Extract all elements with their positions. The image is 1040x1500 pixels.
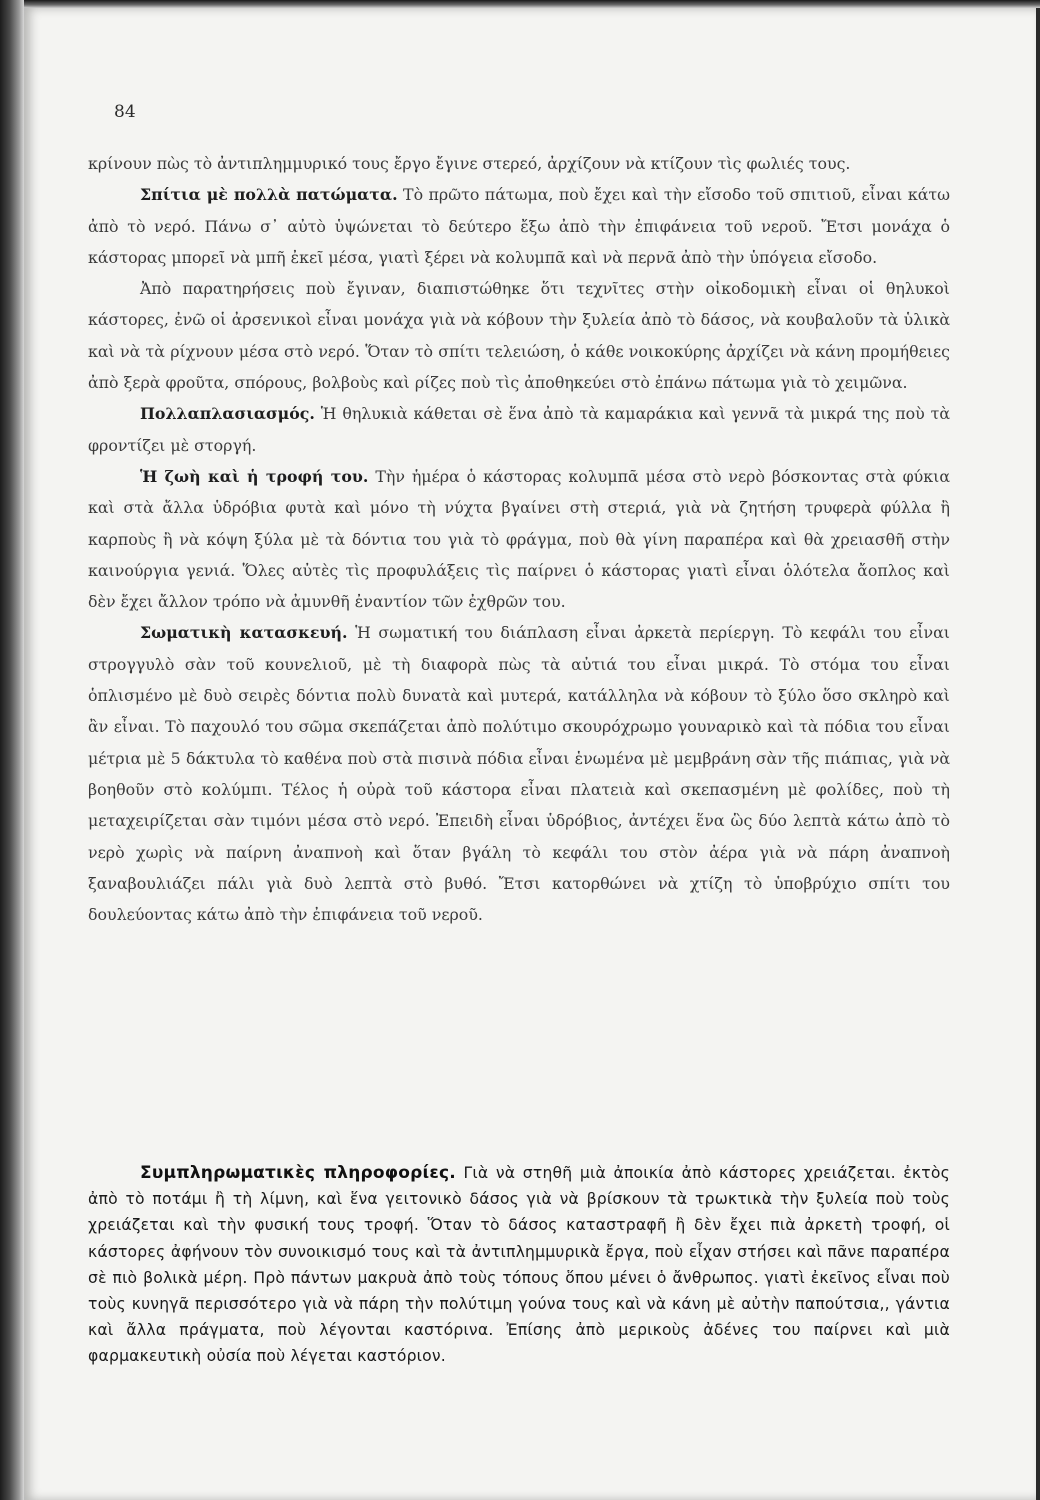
- paragraph-reproduction: [88, 398, 950, 461]
- paragraph-houses: [88, 179, 950, 273]
- paragraph-observations: [88, 273, 950, 398]
- scan-edge-top: [0, 0, 1040, 8]
- section-heading: Συμπληρωματικὲς πληροφορίες.: [140, 1163, 456, 1183]
- section-heading: Σωματικὴ κατασκευή.: [140, 623, 348, 643]
- paragraph-text: Τὴν ἡμέρα ὁ κάστορας κολυμπᾶ μέσα στὸ νερὸ βόσκοντας στὰ φύκια καὶ στὰ ἄλλα ὑδρόβια φυτὰ καὶ μόνο τὴ νύχτα βγαίνει στὴ στεριά, γιὰ νὰ ζητήση τρυφερὰ φύλλα ἢ καρποὺς ἢ νὰ κόψη ξύλα μὲ τὰ δόντια του γιὰ τὸ φράγμα, ποὺ θὰ γίνη παραπέρα καὶ θὰ χρειασθῆ στὴν καινούργια γενιά. Ὅλες αὐτὲς τὶς προφυλάξεις τὶς παίρνει ὁ κάστορας γιατὶ εἶναι ὁλότελα ἄοπλος καὶ δὲν ἔχει ἄλλον τρόπο νὰ ἀμυνθῆ ἐναντίον τῶν ἐχθρῶν του.: [88, 466, 950, 612]
- paragraph-text: Ἡ θηλυκιὰ κάθεται σὲ ἕνα ἀπὸ τὰ καμαράκια καὶ γεννᾶ τὰ μικρά της ποὺ τὰ φροντίζει μὲ στοργή.: [88, 404, 950, 455]
- paragraph-text: Τὸ πρῶτο πάτωμα, ποὺ ἔχει καὶ τὴν εἴσοδο τοῦ σπιτιοῦ, εἶναι κάτω ἀπὸ τὸ νερό. Πάνω σ᾽ αὐτὸ ὑψώνεται τὸ δεύτερο ἔξω ἀπὸ τὴν ἐπιφάνεια τοῦ νεροῦ. Ἔτσι μονάχα ὁ κάστορας μπορεῖ νὰ μπῆ ἐκεῖ μέσα, γιατὶ ξέρει νὰ κολυμπᾶ καὶ νὰ περνᾶ ἀπὸ τὴν ὑπόγεια εἴσοδο.: [88, 185, 950, 267]
- page-number: 84: [114, 102, 136, 122]
- paragraph-life-food: [88, 461, 950, 617]
- supplementary-info: [88, 1160, 950, 1370]
- paragraph-continuation: [88, 148, 950, 179]
- scan-edge-left: [0, 0, 24, 1500]
- section-heading: Σπίτια μὲ πολλὰ πατώματα.: [140, 185, 398, 205]
- section-heading: Ἡ ζωὴ καὶ ἡ τροφή του.: [140, 466, 369, 486]
- paragraph-text: Γιὰ νὰ στηθῆ μιὰ ἀποικία ἀπὸ κάστορες χρειάζεται. ἐκτὸς ἀπὸ τὸ ποτάμι ἢ τὴ λίμνη, καὶ ἕνα γειτονικὸ δάσος γιὰ νὰ βρίσκουν τὰ τρωκτικὰ τὴν ξυλεία ποὺ τοὺς χρειάζεται καὶ τὴν φυσική τους τροφή. Ὅταν τὸ δάσος καταστραφῆ ἢ δὲν ἔχει πιὰ ἀρκετὴ τροφή, οἱ κάστορες ἀφήνουν τὸν συνοικισμό τους καὶ τὰ ἀντιπλημμυρικὰ ἔργα, ποὺ εἶχαν στήσει καὶ πᾶνε παραπέρα σὲ πιὸ βολικὰ μέρη. Πρὸ πάντων μακρυὰ ἀπὸ τοὺς τόπους ὅπου μένει ὁ ἄνθρωπος. γιατὶ ἐκεῖνος εἶναι ποὺ τοὺς κυνηγᾶ περισσότερο γιὰ νὰ πάρη τὴν πολύτιμη γούνα τους καὶ νὰ κάνη μὲ αὐτὴν παπούτσια,, γάντια καὶ ἄλλα πράγματα, ποὺ λέγονται καστόρινα. Ἐπίσης ἀπὸ μερικοὺς ἀδένες του παίρνει καὶ μιὰ φαρμακευτικὴ οὐσία ποὺ λέγεται καστόριον.: [88, 1164, 950, 1366]
- section-heading: Πολλαπλασιασμός.: [140, 404, 315, 424]
- main-text: [88, 148, 950, 930]
- paragraph-supplement: [88, 1160, 950, 1370]
- paragraph-body-structure: [88, 617, 950, 930]
- paragraph-text: Ἡ σωματική του διάπλαση εἶναι ἀρκετὰ περίεργη. Τὸ κεφάλι του εἶναι στρογγυλὸ σὰν τοῦ κουνελιοῦ, μὲ τὴ διαφορὰ πὼς τὰ αὐτιά του εἶναι μικρά. Τὸ στόμα του εἶναι ὁπλισμένο μὲ δυὸ σειρὲς δόντια πολὺ δυνατὰ καὶ μυτερά, κατάλληλα νὰ κόβουν τὸ ξύλο ὅσο σκληρὸ καὶ ἂν εἶναι. Τὸ παχουλό του σῶμα σκεπάζεται ἀπὸ πολύτιμο σκουρόχρωμο γουναρικὸ καὶ τὰ πόδια του εἶναι μέτρια μὲ 5 δάκτυλα τὸ καθένα ποὺ στὰ πισινὰ πόδια εἶναι ἑνωμένα μὲ μεμβράνη σὰν τῆς πιάπιας, γιὰ νὰ βοηθοῦν στὸ κολύμπι. Τέλος ἡ οὐρὰ τοῦ κάστορα εἶναι πλατειὰ καὶ σκεπασμένη μὲ φολίδες, ποὺ τὴ μεταχειρίζεται σὰν τιμόνι μέσα στὸ νερό. Ἐπειδὴ εἶναι ὑδρόβιος, ἀντέχει ἕνα ὣς δύο λεπτὰ κάτω ἀπὸ τὸ νερὸ χωρὶς νὰ παίρνη ἀναπνοὴ καὶ ὅταν βγάλη τὸ κεφάλι του στὸν ἀέρα γιὰ νὰ πάρη ἀναπνοὴ ξαναβουλιάζει πάλι γιὰ δυὸ λεπτὰ στὸ βυθό. Ἔτσι κατορθώνει νὰ χτίζη τὸ ὑποβρύχιο σπίτι του δουλεύοντας κάτω ἀπὸ τὴν ἐπιφάνεια τοῦ νεροῦ.: [88, 623, 950, 925]
- paragraph-text: Ἀπὸ παρατηρήσεις ποὺ ἔγιναν, διαπιστώθηκε ὅτι τεχνῖτες στὴν οἰκοδομικὴ εἶναι οἱ θηλυκοὶ κάστορες, ἐνῶ οἱ ἀρσενικοὶ εἶναι μονάχα γιὰ νὰ κόβουν τὴν ξυλεία ἀπὸ τὸ δάσος, νὰ κουβαλοῦν τὰ ὑλικὰ καὶ νὰ τὰ ρίχνουν μέσα στὸ νερό. Ὅταν τὸ σπίτι τελειώση, ὁ κάθε νοικοκύρης ἀρχίζει νὰ κάνη προμήθειες ἀπὸ ξερὰ φροῦτα, σπόρους, βολβοὺς καὶ ρίζες ποὺ τὶς ἀποθηκεύει στὸ ἐπάνω πάτωμα γιὰ τὸ χειμῶνα.: [88, 279, 950, 393]
- paragraph-text: κρίνουν πὼς τὸ ἀντιπλημμυρικό τους ἔργο ἔγινε στερεό, ἀρχίζουν νὰ κτίζουν τὶς φωλιές τους.: [88, 154, 851, 173]
